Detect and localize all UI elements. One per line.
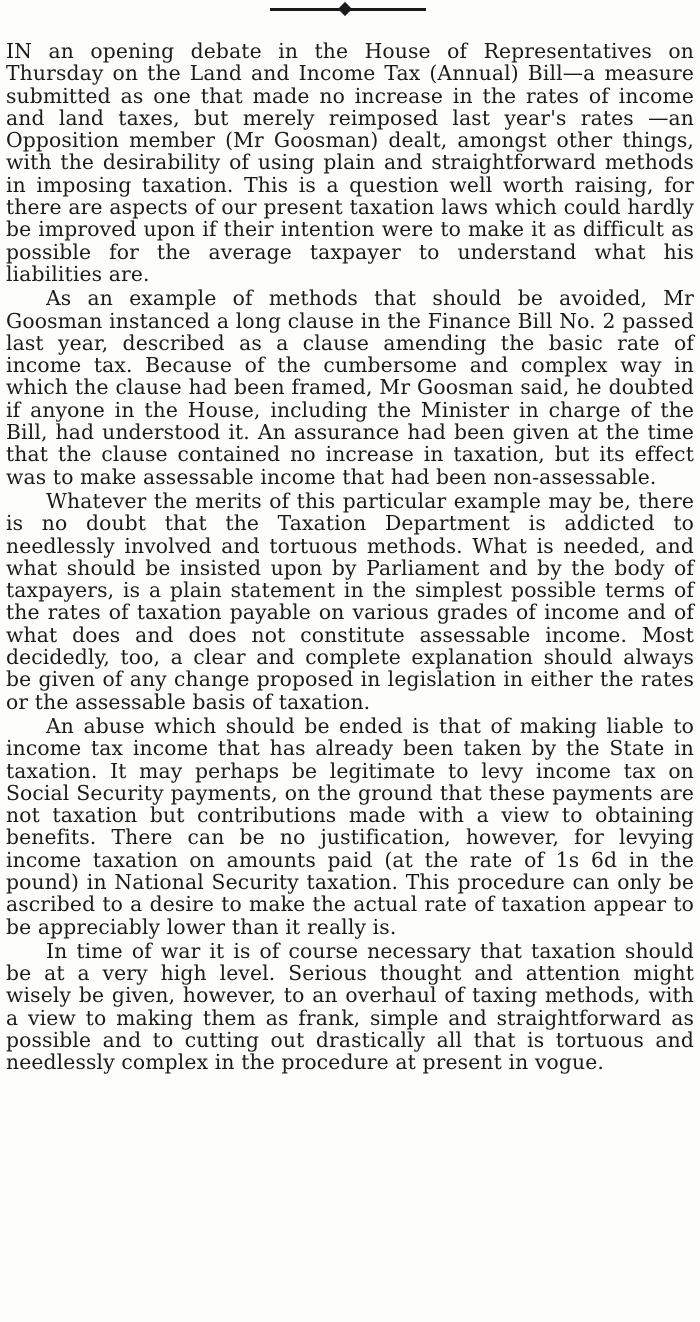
article-paragraph-2: As an example of methods that should be avoided, Mr Goosman instanced a long clause in the Finance Bill No. 2 passed last year, described as a clause amending the basic rate of income tax. Because of the cumbersome and complex way in which the clause had been framed, Mr Goosman said, he doubted if anyone in the House, including the Minister in charge of the Bill, had understood it. An assurance had been given at the time that the clause contained no increase in taxation, but its effect was to make assessable income that had been non-assessable. (6, 286, 694, 489)
rule-diamond-ornament (338, 2, 352, 16)
decorative-rule (270, 4, 426, 14)
article-paragraph-5: In time of war it is of course necessary that taxation should be at a very high level. Serious thought and attention might wisely be given, however, to an overhaul of taxing methods, with a view to making them as frank, simple and straightforward as possible and to cutting out drastically all that is tortuous and needlessly complex in the procedure at present in vogue. (6, 938, 694, 1075)
article-paragraph-3: Whatever the merits of this particular example may be, there is no doubt that the Taxation Department is addicted to needlessly involved and tortuous methods. What is needed, and what should be insisted upon by Parliament and by the body of taxpayers, is a plain statement in the simplest possible terms of the rates of taxation payable on various grades of income and of what does and does not constitute assessable income. Most decidedly, too, a clear and complete explanation should always be given of any change proposed in legislation in either the rates or the assessable basis of taxation. (6, 488, 694, 714)
article-paragraph-1: IN an opening debate in the House of Representatives on Thursday on the Land and Income Tax (Annual) Bill—a measure submitted as one that made no increase in the rates of income and land taxes, but merely reimposed last year's rates —an Opposition member (Mr Goosman) dealt, amongst other things, with the desirability of using plain and straightforward methods in imposing taxation. This is a question well worth raising, for there are aspects of our present taxation laws which could hardly be improved upon if their intention were to make it as difficult as possible for the average taxpayer to understand what his liabilities are. (6, 39, 694, 286)
article-paragraph-4: An abuse which should be ended is that of making liable to income tax income that has already been taken by the State in taxation. It may perhaps be legitimate to levy income tax on Social Security payments, on the ground that these payments are not taxation but contributions made with a view to obtaining benefits. There can be no justification, however, for levying income taxation on amounts paid (at the rate of 1s 6d in the pound) in National Security taxation. This procedure can only be ascribed to a desire to make the actual rate of taxation appear to be appreciably lower than it really is. (6, 713, 694, 939)
editorial-article (6, 40, 694, 1076)
